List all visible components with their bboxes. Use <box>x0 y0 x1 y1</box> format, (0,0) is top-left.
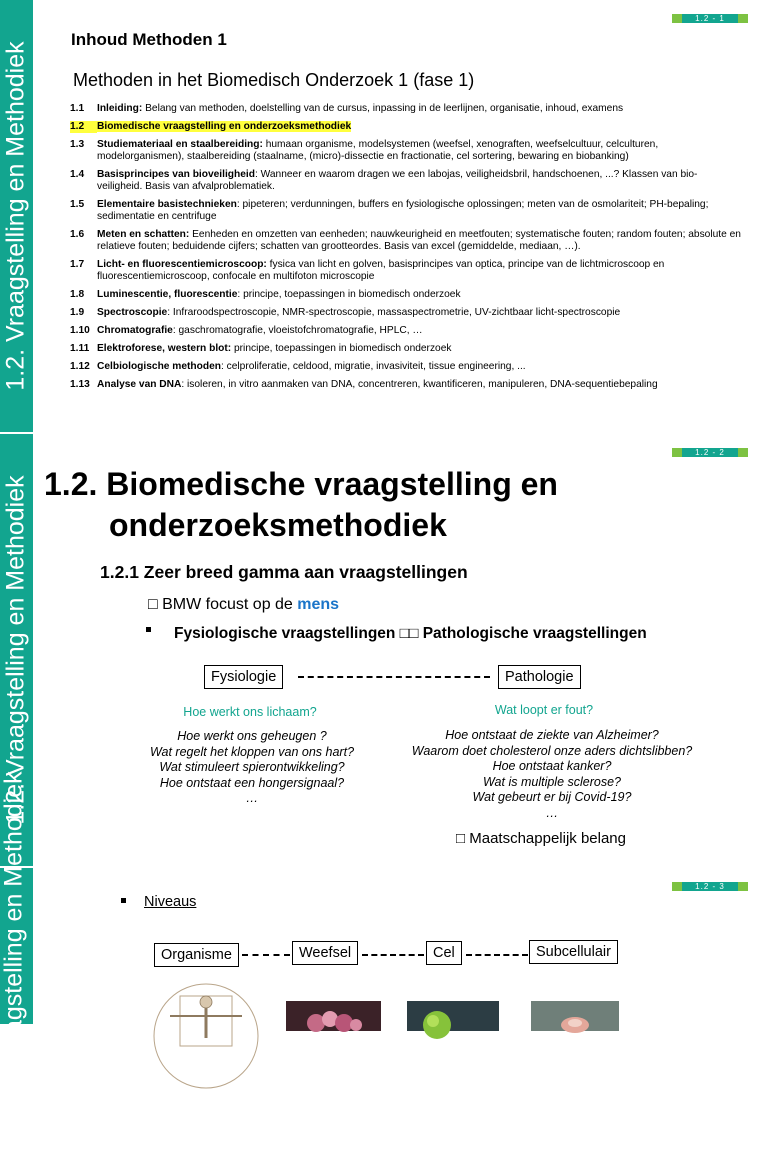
toc-item <box>70 199 742 223</box>
tissue-image <box>286 1001 381 1031</box>
side-label: 1.2. Vraagstelling en Methodiek <box>0 771 28 1121</box>
toc-number: 1.12 <box>70 361 90 372</box>
toc-head: Inleiding: <box>97 103 143 114</box>
toc-number: 1.6 <box>70 229 85 240</box>
dashed-connector <box>242 954 290 956</box>
toc-text <box>97 103 742 115</box>
toc-item <box>70 361 742 373</box>
toc-text <box>97 325 742 337</box>
toc-number: 1.10 <box>70 325 90 336</box>
level-cel: Cel <box>426 941 462 965</box>
toc-desc: : pipeteren; verdunningen, buffers en fysiologische oplossingen; meten van de osmolariteit; PH-bepaling; sedimentatie en centrifuge <box>97 199 709 222</box>
toc-item-highlighted <box>70 121 742 133</box>
section-heading <box>44 464 558 546</box>
toc-desc: : isoleren, in vitro aanmaken van DNA, concentreren, kwantificeren, manipuleren, DNA-sequentiebepaling <box>181 379 658 390</box>
level-weefsel: Weefsel <box>292 941 358 965</box>
side-bar <box>0 0 33 432</box>
bullet-text: Fysiologische vraagstellingen □□ Pathologische vraagstellingen <box>174 625 647 642</box>
toc-number: 1.7 <box>70 259 85 270</box>
question: … <box>245 791 259 805</box>
question: Hoe ontstaat kanker? <box>492 759 612 773</box>
toc-item <box>70 307 742 319</box>
toc-number: 1.8 <box>70 289 85 300</box>
vitruvian-man-image <box>150 978 262 1038</box>
toc-head: Elektroforese, western blot: <box>97 343 232 354</box>
question: Hoe werkt ons geheugen ? <box>177 729 327 743</box>
toc-item <box>70 229 742 253</box>
question: Wat regelt het kloppen van ons hart? <box>149 744 355 759</box>
bullet-icon <box>121 898 126 903</box>
toc-head: Luminescentie, fluorescentie <box>97 289 238 300</box>
toc-number: 1.3 <box>70 139 85 150</box>
toc-item <box>70 343 742 355</box>
maatschappelijk-belang: □ Maatschappelijk belang <box>456 830 626 847</box>
toc-item <box>70 289 742 301</box>
slide-subtitle: Methoden in het Biomedisch Onderzoek 1 (fase 1) <box>73 70 475 90</box>
toc-text <box>97 121 351 133</box>
toc-text <box>97 379 742 391</box>
question: Hoe ontstaat de ziekte van Alzheimer? <box>445 728 659 742</box>
toc-desc: : Infraroodspectroscopie, NMR-spectroscopie, massaspectrometrie, UV-zichtbaar licht-spectroscopie <box>167 307 621 318</box>
left-question-list <box>136 729 368 807</box>
toc-desc: : gaschromatografie, vloeistofchromatografie, HPLC, … <box>172 325 423 336</box>
toc-head: Biomedische vraagstelling en onderzoeksmethodiek <box>97 121 352 132</box>
side-label: 1.2. Vraagstelling en Methodiek <box>1 475 30 825</box>
section-heading-line1: 1.2. Biomedische vraagstelling en <box>44 466 558 502</box>
toc-number: 1.1 <box>70 103 85 114</box>
slide-title: Inhoud Methoden 1 <box>71 30 227 49</box>
bmw-focus-line <box>148 596 339 614</box>
mens-highlight: mens <box>297 596 340 613</box>
toc-desc: Belang van methoden, doelstelling van de cursus, inpassing in de leerlijnen, organisatie, inhoud, examens <box>142 103 624 114</box>
toc-head: Elementaire basistechnieken <box>97 199 237 210</box>
toc-head: Spectroscopie <box>97 307 168 318</box>
side-bar <box>0 771 33 1121</box>
subcellular-image <box>531 1001 619 1031</box>
toc-desc: : celproliferatie, celdood, migratie, invasiviteit, tissue engineering, ... <box>220 361 526 372</box>
question: … <box>545 805 559 820</box>
toc-item <box>70 259 742 283</box>
pathologie-box: Pathologie <box>498 665 581 689</box>
toc-desc: : principe, toepassingen in biomedisch onderzoek <box>237 289 461 300</box>
toc-text <box>97 361 742 373</box>
toc-head: Basisprincipes van bioveiligheid <box>97 169 255 180</box>
slide-number: 1.2 - 3 <box>672 882 748 891</box>
toc-desc: fysica van licht en golven, basisprincipes van optica, principe van de lichtmicroscoop en fluorescentiemicroscoop, confocale en multifoton microscopie <box>97 259 665 282</box>
bmw-prefix: □ BMW focust op de <box>148 596 298 613</box>
toc-desc: : Wanneer en waarom dragen we een labojas, veiligheidsbril, handschoenen, ...? Klassen van bio-veiligheid. Basis van afvalproblematiek. <box>97 169 698 192</box>
cell-image <box>407 1001 499 1031</box>
toc-desc: Eenheden en omzetten van eenheden; nauwkeurigheid en meetfouten; systematische fouten; random fouten; absolute en relatieve fouten; beduidende cijfers; schatten van grootteordes. Basis van excel (gemiddelde, mediaan, …). <box>97 229 741 252</box>
question: Wat gebeurt er bij Covid-19? <box>472 790 632 804</box>
dashed-connector <box>298 676 490 678</box>
toc-text <box>97 307 742 319</box>
toc-number: 1.11 <box>70 343 90 354</box>
toc-text <box>97 343 742 355</box>
toc-head: Meten en schatten: <box>97 229 190 240</box>
toc-item <box>70 103 742 115</box>
toc-head: Analyse van DNA <box>97 379 182 390</box>
toc-number: 1.2 <box>70 121 97 133</box>
dashed-connector <box>466 954 528 956</box>
toc-item <box>70 169 742 193</box>
fysiologie-box: Fysiologie <box>204 665 283 689</box>
toc-text <box>97 169 742 193</box>
slide-1 <box>0 0 768 432</box>
toc-item <box>70 379 742 391</box>
section-heading-line2: onderzoeksmethodiek <box>109 507 447 543</box>
slide-number: 1.2 - 2 <box>672 448 748 457</box>
toc-number: 1.13 <box>70 379 90 390</box>
toc-head: Chromatografie <box>97 325 173 336</box>
toc-desc: principe, toepassingen in biomedisch onderzoek <box>231 343 452 354</box>
toc-text <box>97 199 742 223</box>
question: Hoe ontstaat een hongersignaal? <box>159 775 345 790</box>
toc-text <box>97 139 742 163</box>
question: Waarom doet cholesterol onze aders dichtslibben? <box>411 743 693 758</box>
toc-head: Licht- en fluorescentiemicroscoop: <box>97 259 267 270</box>
toc-head: Celbiologische methoden <box>97 361 221 372</box>
question: Wat is multiple sclerose? <box>482 774 621 789</box>
level-subcellulair: Subcellulair <box>529 940 618 964</box>
toc-text <box>97 229 742 253</box>
niveaus-label: Niveaus <box>144 894 197 910</box>
right-question-head: Wat loopt er fout? <box>494 703 594 717</box>
toc-item <box>70 139 742 163</box>
table-of-contents <box>70 103 742 397</box>
toc-item <box>70 325 742 337</box>
toc-number: 1.5 <box>70 199 85 210</box>
bullet-icon <box>146 627 151 632</box>
right-question-list <box>396 728 708 821</box>
toc-head: Studiemateriaal en staalbereiding: <box>97 139 263 150</box>
side-label: 1.2. Vraagstelling en Methodiek <box>1 41 30 391</box>
toc-number: 1.9 <box>70 307 85 318</box>
toc-desc: humaan organisme, modelsystemen (weefsel, xenograften, weefselcultuur, celculturen, modelorganismen), staalbereiding (staalname, (micro)-dissectie en fractionatie, cel sortering, bewaring en biobanking) <box>97 139 659 162</box>
toc-text <box>97 289 742 301</box>
subheading: 1.2.1 Zeer breed gamma aan vraagstellingen <box>100 562 468 582</box>
question: Wat stimuleert spierontwikkeling? <box>159 760 345 774</box>
toc-number: 1.4 <box>70 169 85 180</box>
level-organisme: Organisme <box>154 943 239 967</box>
slide-2 <box>0 434 768 866</box>
dashed-connector <box>362 954 424 956</box>
slide-number: 1.2 - 1 <box>672 14 748 23</box>
toc-text <box>97 259 742 283</box>
left-question-head: Hoe werkt ons lichaam? <box>183 705 317 719</box>
